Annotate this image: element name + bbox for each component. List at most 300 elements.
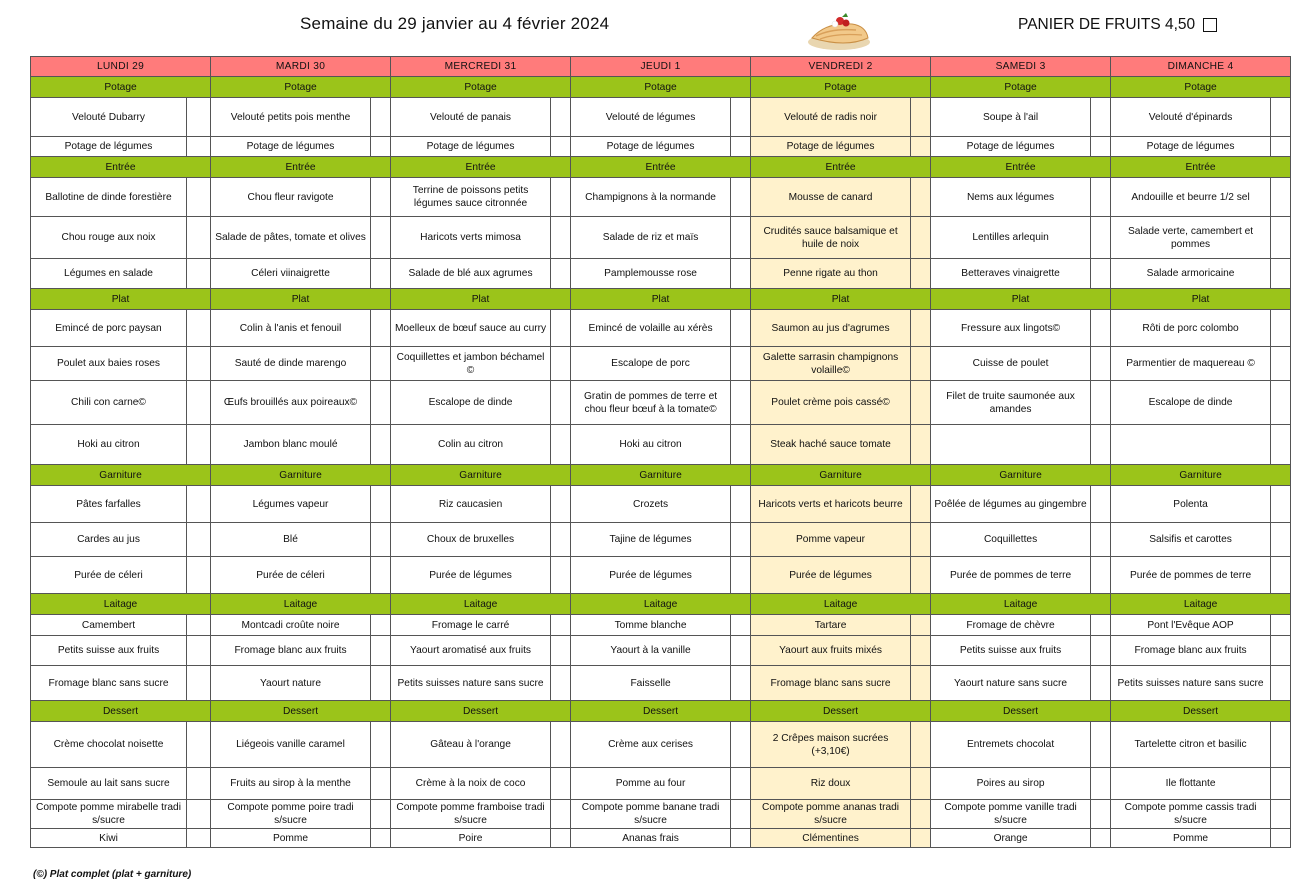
selection-cell[interactable] (551, 722, 571, 768)
selection-cell[interactable] (371, 178, 391, 217)
selection-cell[interactable] (371, 800, 391, 829)
dish-cell: Pomme vapeur (751, 523, 911, 557)
dish-cell: Crème chocolat noisette (31, 722, 187, 768)
selection-cell[interactable] (187, 666, 211, 701)
dish-cell: Légumes en salade (31, 259, 187, 289)
selection-cell[interactable] (731, 523, 751, 557)
selection-cell[interactable] (1271, 310, 1291, 347)
dish-cell: Fromage blanc aux fruits (1111, 636, 1271, 666)
selection-cell[interactable] (731, 666, 751, 701)
dish-cell: Ananas frais (571, 829, 731, 848)
selection-cell[interactable] (1091, 486, 1111, 523)
selection-cell[interactable] (187, 800, 211, 829)
dish-cell: Galette sarrasin champignons volaille© (751, 347, 911, 381)
selection-cell[interactable] (1091, 636, 1111, 666)
selection-cell[interactable] (371, 137, 391, 157)
selection-cell[interactable] (551, 615, 571, 636)
dish-cell: Ile flottante (1111, 768, 1271, 800)
selection-cell[interactable] (1271, 666, 1291, 701)
dish-cell: Compote pomme ananas tradi s/sucre (751, 800, 911, 829)
dish-cell: Pomme au four (571, 768, 731, 800)
selection-cell[interactable] (1271, 486, 1291, 523)
selection-cell[interactable] (371, 347, 391, 381)
selection-cell[interactable] (731, 722, 751, 768)
dish-cell: Crozets (571, 486, 731, 523)
selection-cell[interactable] (1271, 259, 1291, 289)
dish-cell: Purée de céleri (211, 557, 371, 594)
dish-cell: Pomme (1111, 829, 1271, 848)
dish-cell: Chili con carne© (31, 381, 187, 425)
dish-cell: Haricots verts et haricots beurre (751, 486, 911, 523)
section-label: Entrée (1111, 157, 1291, 178)
selection-cell[interactable] (187, 259, 211, 289)
dish-cell: Purée de légumes (571, 557, 731, 594)
selection-cell[interactable] (187, 636, 211, 666)
selection-cell[interactable] (1271, 425, 1291, 465)
section-label: Laitage (31, 594, 211, 615)
dish-cell: Purée de pommes de terre (1111, 557, 1271, 594)
selection-cell[interactable] (1091, 310, 1111, 347)
dish-cell: Cuisse de poulet (931, 347, 1091, 381)
selection-cell[interactable] (911, 768, 931, 800)
section-label: Dessert (31, 701, 211, 722)
dish-cell: Pâtes farfalles (31, 486, 187, 523)
selection-cell[interactable] (1091, 217, 1111, 259)
selection-cell[interactable] (731, 768, 751, 800)
dish-cell: Crudités sauce balsamique et huile de noix (751, 217, 911, 259)
selection-cell[interactable] (731, 800, 751, 829)
selection-cell[interactable] (1091, 722, 1111, 768)
dish-cell: Compote pomme banane tradi s/sucre (571, 800, 731, 829)
selection-cell[interactable] (731, 310, 751, 347)
dish-cell: Yaourt aromatisé aux fruits (391, 636, 551, 666)
dish-cell: Yaourt aux fruits mixés (751, 636, 911, 666)
selection-cell[interactable] (551, 381, 571, 425)
dish-cell: Cardes au jus (31, 523, 187, 557)
selection-cell[interactable] (911, 310, 931, 347)
selection-cell[interactable] (1271, 636, 1291, 666)
dish-cell: Rôti de porc colombo (1111, 310, 1271, 347)
dish-cell: Potage de légumes (931, 137, 1091, 157)
menu-row (31, 98, 1291, 137)
dish-cell: Gâteau à l'orange (391, 722, 551, 768)
section-label: Garniture (1111, 465, 1291, 486)
fruit-basket-option (1018, 16, 1217, 34)
selection-cell[interactable] (911, 666, 931, 701)
section-label: Dessert (1111, 701, 1291, 722)
selection-cell[interactable] (551, 217, 571, 259)
menu-row (31, 137, 1291, 157)
selection-cell[interactable] (371, 722, 391, 768)
selection-cell[interactable] (731, 347, 751, 381)
dish-cell: Andouille et beurre 1/2 sel (1111, 178, 1271, 217)
selection-cell[interactable] (731, 137, 751, 157)
selection-cell[interactable] (371, 425, 391, 465)
dish-cell: Chou fleur ravigote (211, 178, 371, 217)
dish-cell (1111, 425, 1271, 465)
menu-row (31, 768, 1291, 800)
selection-cell[interactable] (731, 636, 751, 666)
section-label: Laitage (1111, 594, 1291, 615)
selection-cell[interactable] (1271, 800, 1291, 829)
dish-cell: Yaourt nature (211, 666, 371, 701)
selection-cell[interactable] (551, 310, 571, 347)
selection-cell[interactable] (1271, 178, 1291, 217)
dish-cell: Purée de céleri (31, 557, 187, 594)
section-label: Plat (31, 289, 211, 310)
selection-cell[interactable] (1271, 523, 1291, 557)
selection-cell[interactable] (551, 523, 571, 557)
dish-cell: Soupe à l'ail (931, 98, 1091, 137)
selection-cell[interactable] (1271, 722, 1291, 768)
dish-cell: Emincé de porc paysan (31, 310, 187, 347)
selection-cell[interactable] (1091, 98, 1111, 137)
dish-cell: Blé (211, 523, 371, 557)
selection-cell[interactable] (371, 523, 391, 557)
selection-cell[interactable] (1091, 137, 1111, 157)
selection-cell[interactable] (551, 666, 571, 701)
selection-cell[interactable] (911, 722, 931, 768)
menu-row (31, 217, 1291, 259)
dish-cell: Penne rigate au thon (751, 259, 911, 289)
dish-cell: Velouté petits pois menthe (211, 98, 371, 137)
selection-cell[interactable] (1091, 800, 1111, 829)
selection-cell[interactable] (551, 98, 571, 137)
selection-cell[interactable] (1091, 523, 1111, 557)
menu-row (31, 615, 1291, 636)
selection-cell[interactable] (911, 137, 931, 157)
selection-cell[interactable] (911, 800, 931, 829)
section-label: Entrée (571, 157, 751, 178)
selection-cell[interactable] (551, 636, 571, 666)
dish-cell: Pont l'Evêque AOP (1111, 615, 1271, 636)
selection-cell[interactable] (371, 310, 391, 347)
selection-cell[interactable] (731, 486, 751, 523)
day-header: MERCREDI 31 (391, 57, 571, 77)
selection-cell[interactable] (551, 425, 571, 465)
dish-cell: Escalope de dinde (391, 381, 551, 425)
selection-cell[interactable] (1271, 557, 1291, 594)
dish-cell: Tartelette citron et basilic (1111, 722, 1271, 768)
selection-cell[interactable] (1271, 137, 1291, 157)
selection-cell[interactable] (1271, 829, 1291, 848)
section-label: Entrée (211, 157, 391, 178)
section-header-row (31, 701, 1291, 722)
menu-row (31, 310, 1291, 347)
selection-cell[interactable] (187, 137, 211, 157)
selection-cell[interactable] (371, 768, 391, 800)
dish-cell: 2 Crêpes maison sucrées (+3,10€) (751, 722, 911, 768)
dish-cell: Fressure aux lingots© (931, 310, 1091, 347)
menu-row (31, 636, 1291, 666)
dish-cell: Clémentines (751, 829, 911, 848)
section-label: Dessert (751, 701, 931, 722)
section-header-row (31, 465, 1291, 486)
dish-cell: Kiwi (31, 829, 187, 848)
selection-cell[interactable] (1271, 381, 1291, 425)
selection-cell[interactable] (731, 98, 751, 137)
section-label: Plat (391, 289, 571, 310)
menu-row (31, 800, 1291, 829)
selection-cell[interactable] (187, 347, 211, 381)
section-label: Dessert (391, 701, 571, 722)
selection-cell[interactable] (731, 259, 751, 289)
menu-row (31, 347, 1291, 381)
section-label: Plat (571, 289, 751, 310)
selection-cell[interactable] (1091, 768, 1111, 800)
dish-cell: Velouté de panais (391, 98, 551, 137)
selection-cell[interactable] (731, 178, 751, 217)
selection-cell[interactable] (911, 557, 931, 594)
dish-cell: Salade armoricaine (1111, 259, 1271, 289)
dish-cell: Poulet crème pois cassé© (751, 381, 911, 425)
day-header: LUNDI 29 (31, 57, 211, 77)
selection-cell[interactable] (187, 615, 211, 636)
selection-cell[interactable] (1091, 259, 1111, 289)
dish-cell: Salade verte, camembert et pommes (1111, 217, 1271, 259)
dish-cell: Riz doux (751, 768, 911, 800)
selection-cell[interactable] (731, 425, 751, 465)
selection-cell[interactable] (1271, 768, 1291, 800)
selection-cell[interactable] (187, 217, 211, 259)
dish-cell: Tajine de légumes (571, 523, 731, 557)
selection-cell[interactable] (371, 381, 391, 425)
selection-cell[interactable] (911, 486, 931, 523)
section-label: Potage (1111, 77, 1291, 98)
dish-cell: Choux de bruxelles (391, 523, 551, 557)
dish-cell: Faisselle (571, 666, 731, 701)
fruit-basket-checkbox[interactable] (1203, 18, 1217, 32)
selection-cell[interactable] (1091, 829, 1111, 848)
dish-cell: Fromage de chèvre (931, 615, 1091, 636)
menu-row (31, 722, 1291, 768)
selection-cell[interactable] (911, 615, 931, 636)
weekly-menu-table (30, 56, 1291, 848)
dish-cell: Salade de riz et maïs (571, 217, 731, 259)
selection-cell[interactable] (1091, 615, 1111, 636)
section-label: Potage (211, 77, 391, 98)
selection-cell[interactable] (187, 381, 211, 425)
page-title: Semaine du 29 janvier au 4 février 2024 (300, 14, 610, 33)
dish-cell: Compote pomme poire tradi s/sucre (211, 800, 371, 829)
selection-cell[interactable] (187, 310, 211, 347)
selection-cell[interactable] (371, 486, 391, 523)
selection-cell[interactable] (187, 829, 211, 848)
selection-cell[interactable] (551, 800, 571, 829)
menu-row (31, 523, 1291, 557)
selection-cell[interactable] (187, 722, 211, 768)
selection-cell[interactable] (371, 217, 391, 259)
section-label: Garniture (931, 465, 1111, 486)
selection-cell[interactable] (731, 829, 751, 848)
selection-cell[interactable] (1091, 381, 1111, 425)
day-header: SAMEDI 3 (931, 57, 1111, 77)
menu-row (31, 381, 1291, 425)
dish-cell: Velouté de radis noir (751, 98, 911, 137)
selection-cell[interactable] (1091, 347, 1111, 381)
selection-cell[interactable] (911, 425, 931, 465)
section-label: Laitage (211, 594, 391, 615)
selection-cell[interactable] (187, 425, 211, 465)
selection-cell[interactable] (911, 347, 931, 381)
selection-cell[interactable] (1091, 666, 1111, 701)
dish-cell: Tartare (751, 615, 911, 636)
selection-cell[interactable] (551, 259, 571, 289)
section-label: Laitage (391, 594, 571, 615)
dish-cell: Semoule au lait sans sucre (31, 768, 187, 800)
selection-cell[interactable] (371, 98, 391, 137)
selection-cell[interactable] (1271, 615, 1291, 636)
selection-cell[interactable] (731, 381, 751, 425)
selection-cell[interactable] (1091, 425, 1111, 465)
menu-row (31, 486, 1291, 523)
dish-cell: Poêlée de légumes au gingembre (931, 486, 1091, 523)
selection-cell[interactable] (911, 98, 931, 137)
menu-row (31, 259, 1291, 289)
section-label: Dessert (931, 701, 1111, 722)
dish-cell: Parmentier de maquereau © (1111, 347, 1271, 381)
section-label: Potage (391, 77, 571, 98)
dish-cell: Montcadi croûte noire (211, 615, 371, 636)
day-header-row (31, 57, 1291, 77)
selection-cell[interactable] (1271, 217, 1291, 259)
selection-cell[interactable] (187, 178, 211, 217)
selection-cell[interactable] (551, 557, 571, 594)
dish-cell: Emincé de volaille au xérès (571, 310, 731, 347)
dish-cell: Lentilles arlequin (931, 217, 1091, 259)
selection-cell[interactable] (187, 486, 211, 523)
dish-cell: Orange (931, 829, 1091, 848)
selection-cell[interactable] (371, 666, 391, 701)
section-header-row (31, 77, 1291, 98)
dish-cell: Coquillettes et jambon béchamel © (391, 347, 551, 381)
section-header-row (31, 289, 1291, 310)
selection-cell[interactable] (1091, 557, 1111, 594)
selection-cell[interactable] (911, 829, 931, 848)
selection-cell[interactable] (911, 178, 931, 217)
dish-cell: Poires au sirop (931, 768, 1091, 800)
section-label: Entrée (931, 157, 1111, 178)
dish-cell: Salsifis et carottes (1111, 523, 1271, 557)
selection-cell[interactable] (731, 217, 751, 259)
dish-cell: Saumon au jus d'agrumes (751, 310, 911, 347)
dish-cell: Potage de légumes (751, 137, 911, 157)
selection-cell[interactable] (551, 829, 571, 848)
selection-cell[interactable] (911, 381, 931, 425)
selection-cell[interactable] (371, 557, 391, 594)
section-label: Potage (931, 77, 1111, 98)
selection-cell[interactable] (1271, 347, 1291, 381)
menu-row (31, 425, 1291, 465)
dish-cell: Gratin de pommes de terre et chou fleur bœuf à la tomate© (571, 381, 731, 425)
selection-cell[interactable] (551, 178, 571, 217)
dish-cell: Petits suisses nature sans sucre (1111, 666, 1271, 701)
dish-cell: Poulet aux baies roses (31, 347, 187, 381)
dish-cell: Potage de légumes (211, 137, 371, 157)
section-label: Entrée (31, 157, 211, 178)
selection-cell[interactable] (1091, 178, 1111, 217)
selection-cell[interactable] (371, 636, 391, 666)
selection-cell[interactable] (371, 615, 391, 636)
selection-cell[interactable] (551, 137, 571, 157)
dish-cell: Potage de légumes (31, 137, 187, 157)
section-label: Potage (31, 77, 211, 98)
selection-cell[interactable] (551, 486, 571, 523)
selection-cell[interactable] (187, 98, 211, 137)
selection-cell[interactable] (187, 557, 211, 594)
dish-cell (931, 425, 1091, 465)
section-label: Garniture (211, 465, 391, 486)
dish-cell: Coquillettes (931, 523, 1091, 557)
section-header-row (31, 594, 1291, 615)
section-label: Plat (211, 289, 391, 310)
selection-cell[interactable] (371, 259, 391, 289)
dish-cell: Potage de légumes (1111, 137, 1271, 157)
selection-cell[interactable] (911, 636, 931, 666)
section-label: Plat (751, 289, 931, 310)
dish-cell: Potage de légumes (571, 137, 731, 157)
dish-cell: Colin au citron (391, 425, 551, 465)
dish-cell: Camembert (31, 615, 187, 636)
section-label: Dessert (211, 701, 391, 722)
dish-cell: Petits suisses nature sans sucre (391, 666, 551, 701)
dish-cell: Fromage blanc sans sucre (751, 666, 911, 701)
dish-cell: Moelleux de bœuf sauce au curry (391, 310, 551, 347)
section-label: Potage (571, 77, 751, 98)
dish-cell: Filet de truite saumonée aux amandes (931, 381, 1091, 425)
section-header-row (31, 157, 1291, 178)
dish-cell: Potage de légumes (391, 137, 551, 157)
menu-row (31, 557, 1291, 594)
dish-cell: Hoki au citron (571, 425, 731, 465)
selection-cell[interactable] (731, 557, 751, 594)
day-header: JEUDI 1 (571, 57, 751, 77)
dish-cell: Fromage blanc aux fruits (211, 636, 371, 666)
day-header: VENDREDI 2 (751, 57, 931, 77)
selection-cell[interactable] (1271, 98, 1291, 137)
dish-cell: Œufs brouillés aux poireaux© (211, 381, 371, 425)
dish-cell: Betteraves vinaigrette (931, 259, 1091, 289)
selection-cell[interactable] (187, 768, 211, 800)
dish-cell: Velouté d'épinards (1111, 98, 1271, 137)
dish-cell: Poire (391, 829, 551, 848)
dish-cell: Entremets chocolat (931, 722, 1091, 768)
selection-cell[interactable] (911, 259, 931, 289)
dish-cell: Ballotine de dinde forestière (31, 178, 187, 217)
selection-cell[interactable] (551, 347, 571, 381)
section-label: Potage (751, 77, 931, 98)
dish-cell: Escalope de dinde (1111, 381, 1271, 425)
selection-cell[interactable] (187, 523, 211, 557)
dish-cell: Purée de légumes (751, 557, 911, 594)
dish-cell: Petits suisse aux fruits (931, 636, 1091, 666)
selection-cell[interactable] (911, 523, 931, 557)
day-header: DIMANCHE 4 (1111, 57, 1291, 77)
selection-cell[interactable] (551, 768, 571, 800)
dish-cell: Escalope de porc (571, 347, 731, 381)
dish-cell: Hoki au citron (31, 425, 187, 465)
dish-cell: Chou rouge aux noix (31, 217, 187, 259)
dish-cell: Compote pomme vanille tradi s/sucre (931, 800, 1091, 829)
selection-cell[interactable] (911, 217, 931, 259)
dish-cell: Salade de pâtes, tomate et olives (211, 217, 371, 259)
selection-cell[interactable] (731, 615, 751, 636)
dish-cell: Compote pomme cassis tradi s/sucre (1111, 800, 1271, 829)
selection-cell[interactable] (371, 829, 391, 848)
section-label: Laitage (571, 594, 751, 615)
section-label: Plat (931, 289, 1111, 310)
dish-cell: Salade de blé aux agrumes (391, 259, 551, 289)
